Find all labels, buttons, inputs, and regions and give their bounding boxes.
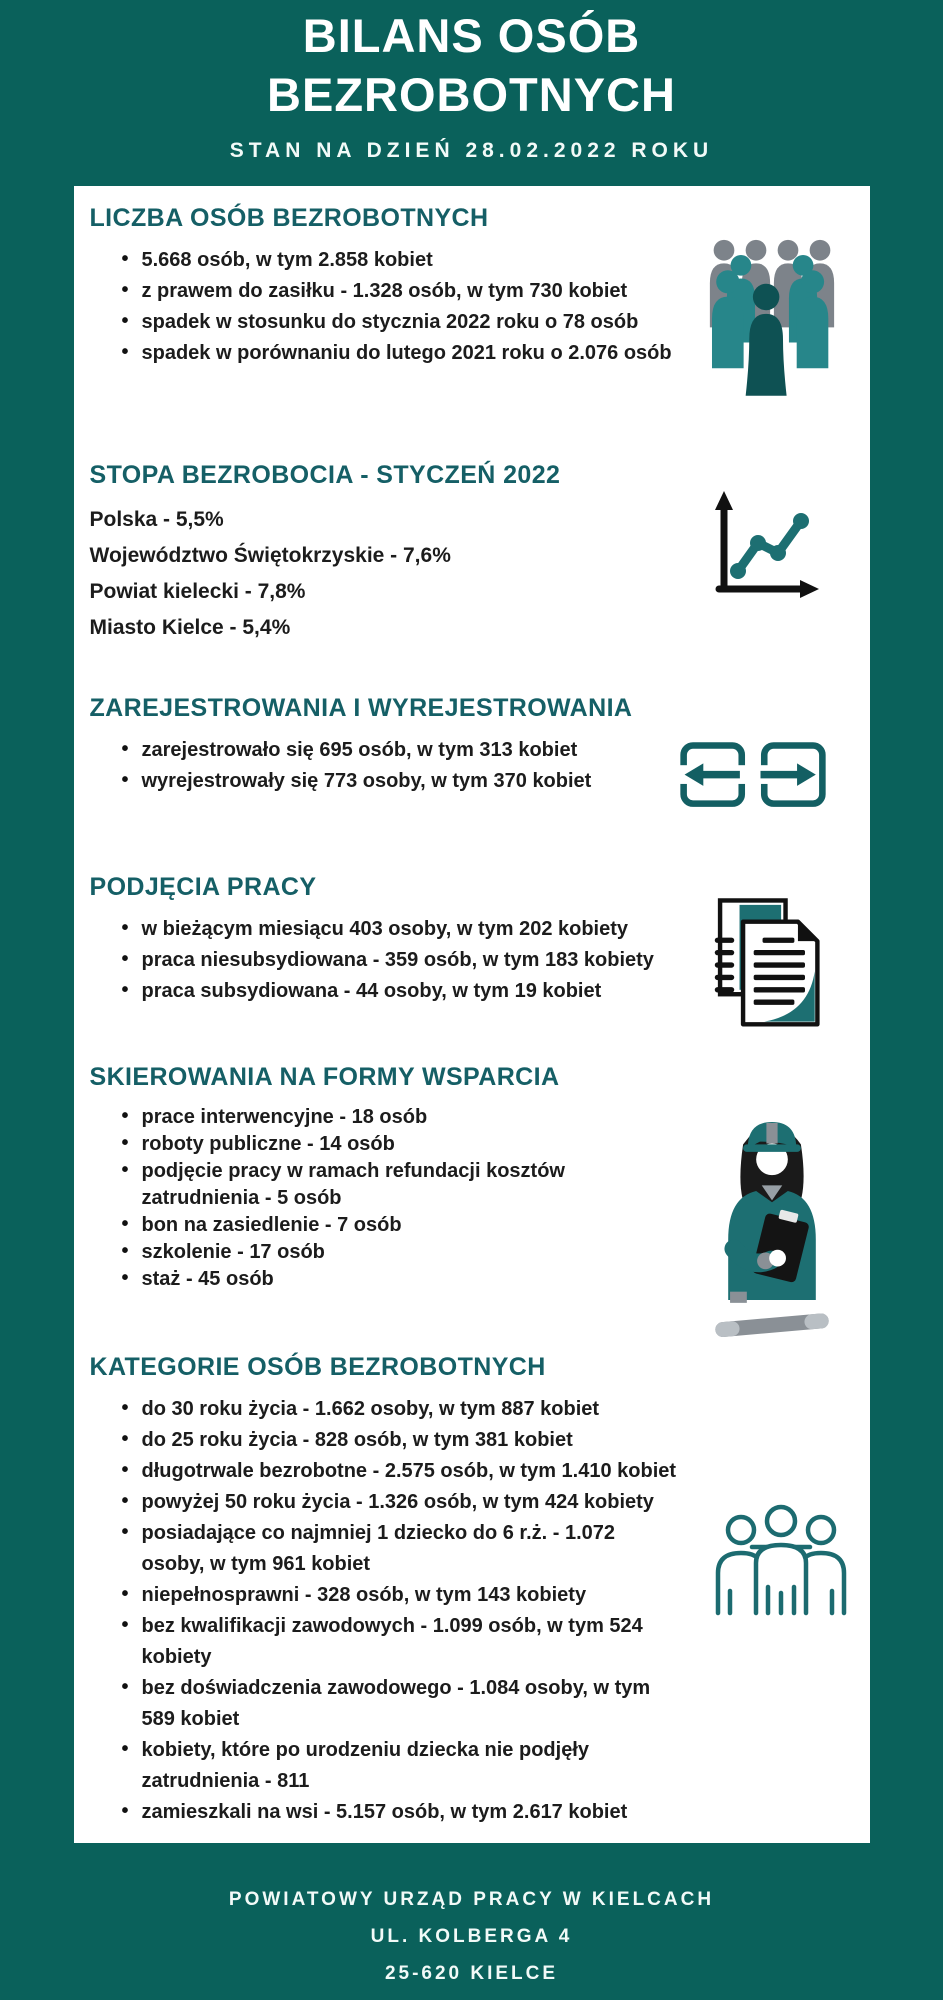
list-item: • powyżej 50 roku życia - 1.326 osób, w tym 424 kobiety [120,1487,684,1518]
infographic-card [74,186,870,1843]
section-heading: KATEGORIE OSÓB BEZROBOTNYCH [89,1353,546,1381]
list-item: • staż - 45 osób [120,1266,652,1293]
page-title [0,6,943,124]
list-item: • zarejestrowało się 695 osób, w tym 313 kobiet [120,735,640,766]
page-subtitle: STAN NA DZIEŃ 28.02.2022 ROKU [229,139,714,162]
list-item: • prace interwencyjne - 18 osób [120,1104,652,1131]
section-heading: ZAREJESTROWANIA I WYREJESTROWANIA [89,694,633,722]
section-kategorie [74,1353,870,1828]
section-heading: LICZBA OSÓB BEZROBOTNYCH [89,204,489,232]
list-item: • praca niesubsydiowana - 359 osób, w tym 183 kobiety [120,945,676,976]
list-item: • kobiety, które po urodzeniu dziecka nie podjęły zatrudnienia - 811 [120,1735,684,1797]
rate-line: Miasto Kielce - 5,4% [89,616,291,639]
rate-line: Województwo Świętokrzyskie - 7,6% [89,544,451,567]
list-item: • podjęcie pracy w ramach refundacji kosztów zatrudnienia - 5 osób [120,1158,652,1212]
bullet-list [90,1104,652,1293]
footer-street: UL. KOLBERGA 4 [370,1926,573,1947]
list-item: • z prawem do zasiłku - 1.328 osób, w tym 730 kobiet [120,276,680,307]
transfer-arrows-icon [678,738,828,818]
list-item: • 5.668 osób, w tym 2.858 kobiet [120,245,680,276]
bullet-list [90,245,680,369]
footer-city: 25-620 KIELCE [384,1963,559,1984]
bullet-list [90,735,640,797]
rate-line: Polska - 5,5% [89,508,224,531]
list-item: • w bieżącym miesiącu 403 osoby, w tym 202 kobiety [120,914,676,945]
list-item: • roboty publiczne - 14 osób [120,1131,652,1158]
section-liczba-osob [74,204,870,369]
footer [0,1881,943,1992]
section-heading: SKIEROWANIA NA FORMY WSPARCIA [89,1063,560,1091]
section-stopa-bezrobocia [74,461,870,646]
list-item: • bez doświadczenia zawodowego - 1.084 osoby, w tym 589 kobiet [120,1673,684,1735]
group-outline-icon [706,1501,856,1621]
list-item: • zamieszkali na wsi - 5.157 osób, w tym 2.617 kobiet [120,1797,684,1828]
header [0,0,943,163]
list-item: • długotrwale bezrobotne - 2.575 osób, w tym 1.410 kobiet [120,1456,684,1487]
list-item: • spadek w porównaniu do lutego 2021 roku o 2.076 osób [120,338,680,369]
worker-icon [702,1109,842,1347]
section-podjecia-pracy [74,873,870,1007]
list-item: • bez kwalifikacji zawodowych - 1.099 osób, w tym 524 kobiety [120,1611,684,1673]
section-heading: PODJĘCIA PRACY [89,873,317,901]
section-zarejestrowania [74,694,870,797]
line-chart-icon [704,483,824,608]
page-title-line1: BILANS OSÓB [302,9,641,62]
list-item: • spadek w stosunku do stycznia 2022 roku o 78 osób [120,307,680,338]
list-item: • niepełnosprawni - 328 osób, w tym 143 kobiety [120,1580,684,1611]
bullet-list [90,914,676,1007]
page-title-line2: BEZROBOTNYCH [267,68,676,121]
bullet-list [90,1394,684,1828]
list-item: • praca subsydiowana - 44 osoby, w tym 19 kobiet [120,976,676,1007]
crowd-icon [706,238,838,403]
list-item: • do 30 roku życia - 1.662 osoby, w tym 887 kobiet [120,1394,684,1425]
documents-icon [713,895,828,1033]
section-skierowania [74,1063,870,1293]
rate-line: Powiat kielecki - 7,8% [89,580,306,603]
list-item: • bon na zasiedlenie - 7 osób [120,1212,652,1239]
list-item: • wyrejestrowały się 773 osoby, w tym 370 kobiet [120,766,640,797]
section-heading: STOPA BEZROBOCIA - STYCZEŃ 2022 [89,461,561,489]
list-item: • posiadające co najmniej 1 dziecko do 6 r.ż. - 1.072 osoby, w tym 961 kobiet [120,1518,684,1580]
footer-org-name: POWIATOWY URZĄD PRACY W KIELCACH [228,1889,715,1910]
list-item: • do 25 roku życia - 828 osób, w tym 381 kobiet [120,1425,684,1456]
list-item: • szkolenie - 17 osób [120,1239,652,1266]
